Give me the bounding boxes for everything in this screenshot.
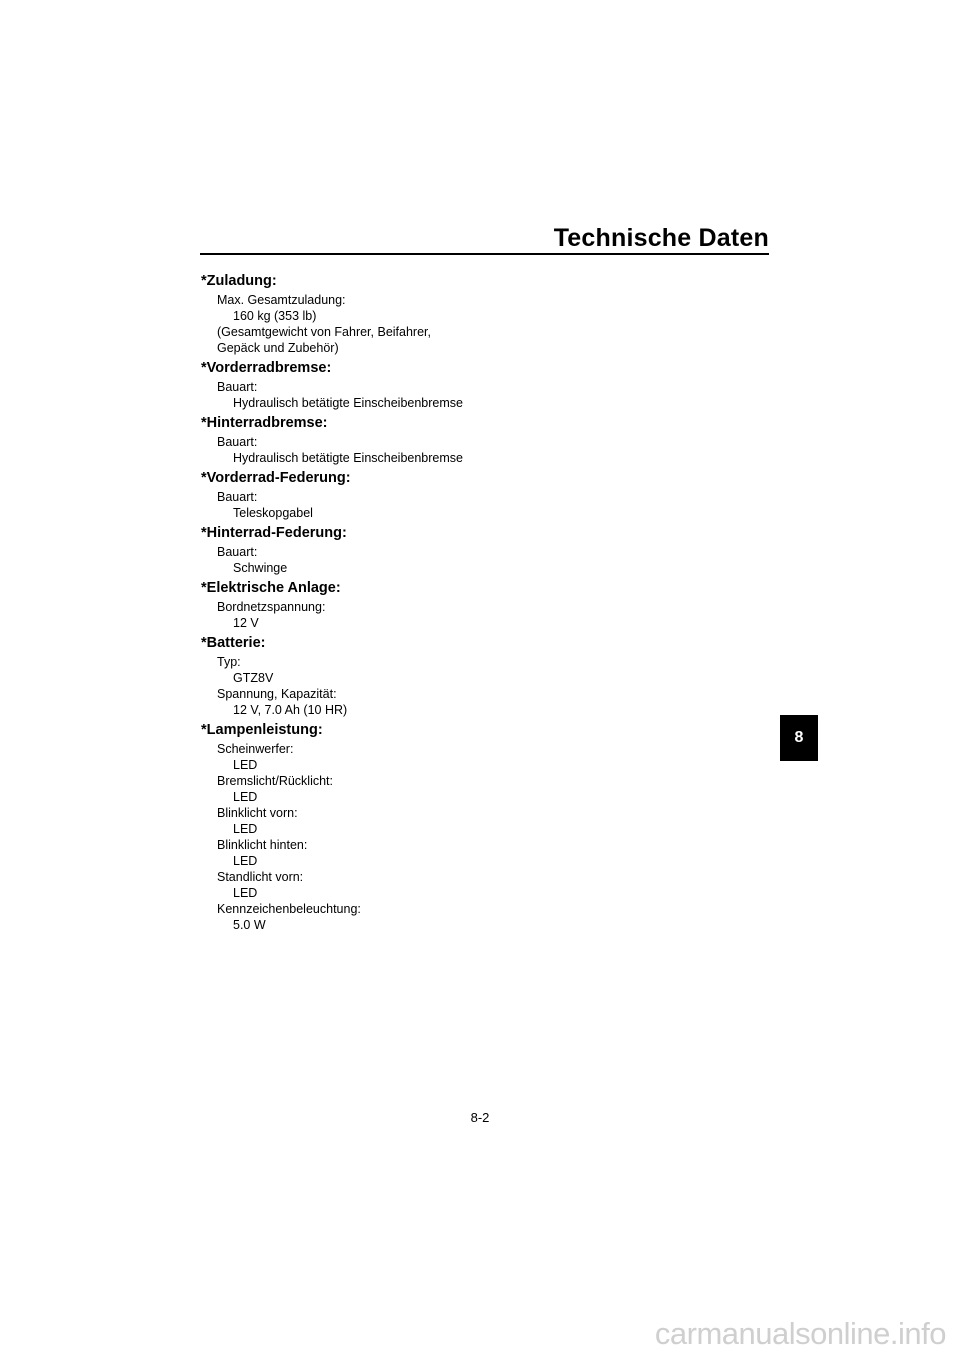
section-body <box>201 379 621 411</box>
spec-value: LED <box>233 854 258 868</box>
spec-value: 12 V <box>233 616 259 630</box>
chapter-tab <box>780 715 818 761</box>
spec-value: Schwinge <box>233 561 288 575</box>
spec-value: GTZ8V <box>233 671 274 685</box>
section-heading: *Lampenleistung: <box>201 722 323 738</box>
spec-label: Standlicht vorn: <box>217 870 304 884</box>
section-heading: *Vorderrad-Federung: <box>201 470 351 486</box>
spec-label: Kennzeichenbeleuchtung: <box>217 902 361 916</box>
spec-note: Gepäck und Zubehör) <box>217 341 339 355</box>
spec-label: Bauart: <box>217 490 258 504</box>
spec-value: LED <box>233 822 258 836</box>
spec-label: Typ: <box>217 655 241 669</box>
spec-label: Bauart: <box>217 545 258 559</box>
section-body <box>201 434 621 466</box>
spec-value: 5.0 W <box>233 918 266 932</box>
section-body <box>201 544 621 576</box>
spec-label: Blinklicht vorn: <box>217 806 298 820</box>
spec-label: Bremslicht/Rücklicht: <box>217 774 333 788</box>
section-heading: *Zuladung: <box>201 273 277 289</box>
section-heading: *Batterie: <box>201 635 266 651</box>
page-title: Technische Daten <box>553 224 769 252</box>
spec-label: Bauart: <box>217 380 258 394</box>
section-body <box>201 292 621 356</box>
section-body <box>201 489 621 521</box>
title-divider <box>200 253 769 255</box>
spec-value: LED <box>233 790 258 804</box>
spec-value: LED <box>233 886 258 900</box>
spec-label: Scheinwerfer: <box>217 742 294 756</box>
spec-label: Max. Gesamtzuladung: <box>217 293 346 307</box>
spec-value: Teleskopgabel <box>233 506 313 520</box>
chapter-tab-number: 8 <box>794 729 804 746</box>
spec-label: Bauart: <box>217 435 258 449</box>
spec-value: 160 kg (353 lb) <box>233 309 317 323</box>
spec-label: Bordnetzspannung: <box>217 600 326 614</box>
spec-value: Hydraulisch betätigte Einscheibenbremse <box>233 396 463 410</box>
section-body <box>201 654 621 718</box>
watermark: carmanualsonline.info <box>654 1316 946 1351</box>
spec-value: 12 V, 7.0 Ah (10 HR) <box>233 703 348 717</box>
page-number: 8-2 <box>470 1110 490 1125</box>
section-heading: *Hinterrad-Federung: <box>201 525 347 541</box>
spec-list <box>201 272 621 936</box>
section-heading: *Elektrische Anlage: <box>201 580 341 596</box>
section-body <box>201 741 621 933</box>
spec-label: Blinklicht hinten: <box>217 838 308 852</box>
section-heading: *Hinterradbremse: <box>201 415 328 431</box>
spec-label: Spannung, Kapazität: <box>217 687 337 701</box>
spec-value: LED <box>233 758 258 772</box>
spec-note: (Gesamtgewicht von Fahrer, Beifahrer, <box>217 325 431 339</box>
spec-value: Hydraulisch betätigte Einscheibenbremse <box>233 451 463 465</box>
section-body <box>201 599 621 631</box>
section-heading: *Vorderradbremse: <box>201 360 332 376</box>
